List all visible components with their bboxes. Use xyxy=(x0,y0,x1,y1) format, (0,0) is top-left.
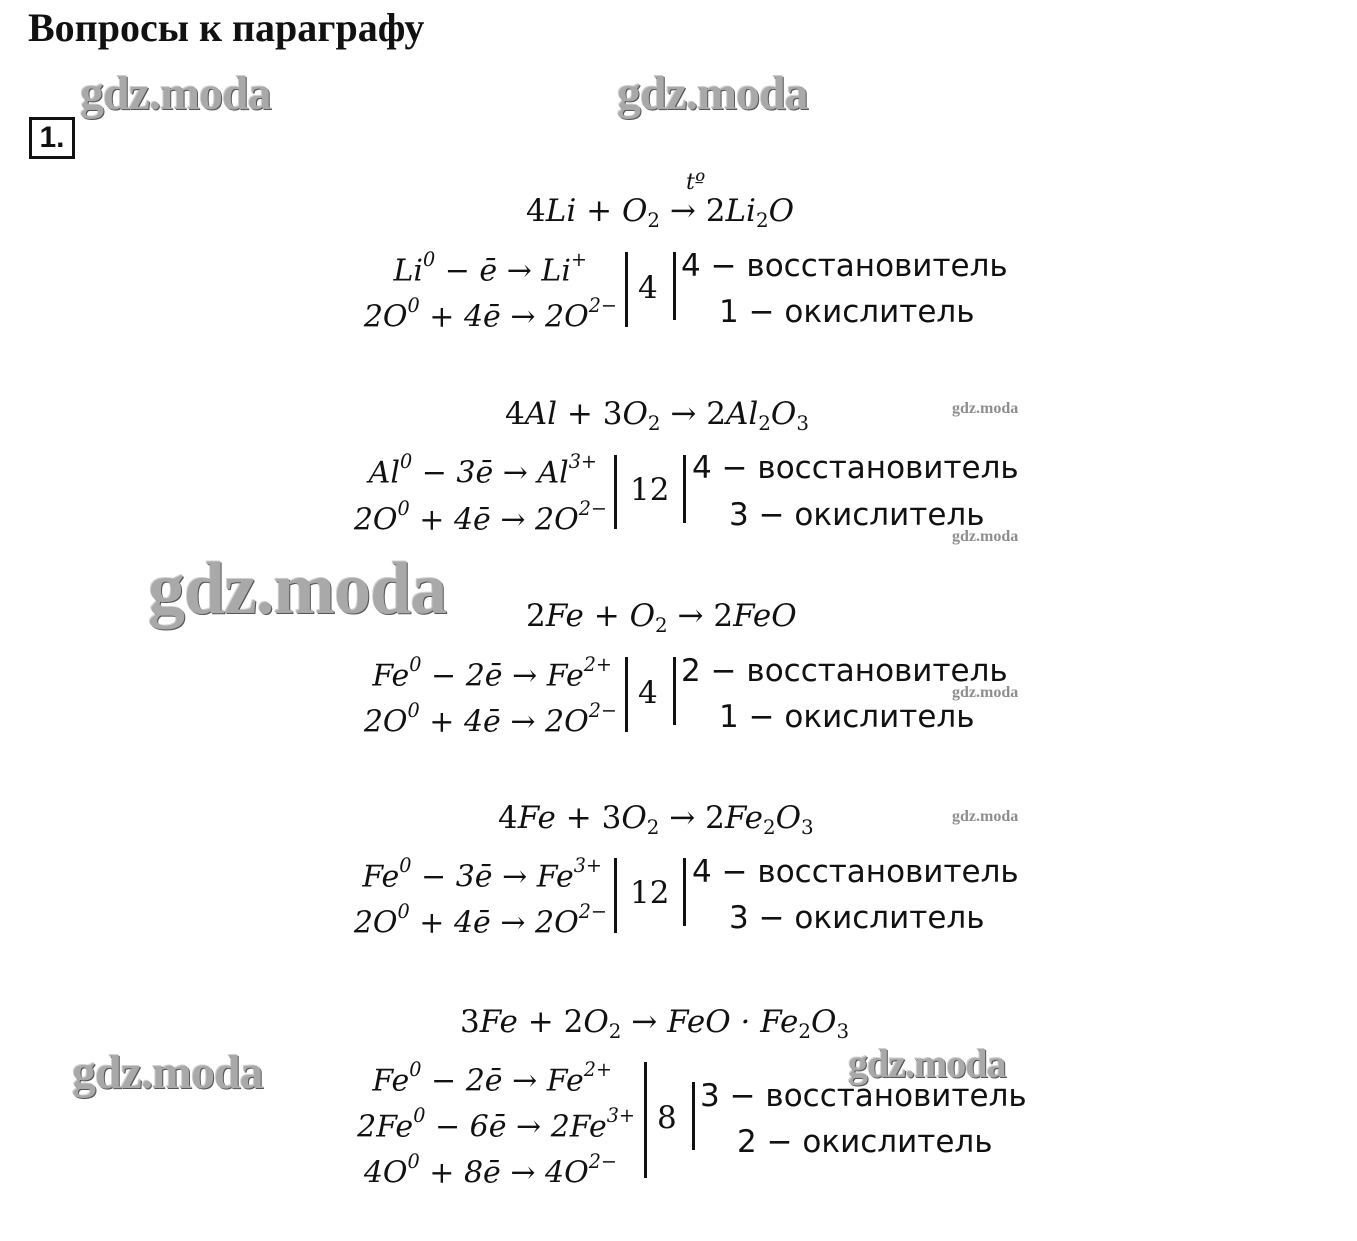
balance-bar xyxy=(614,858,617,933)
watermark: gdz.moda xyxy=(72,1046,263,1099)
balance-bar xyxy=(673,252,676,320)
balance-bar xyxy=(683,455,686,523)
lcm-value: 4 xyxy=(638,270,658,306)
reducer-label: 4 − восстановитель xyxy=(692,854,1019,890)
oxidizer-label: 3 − окислитель xyxy=(729,900,985,936)
reducer-label: 4 − восстановитель xyxy=(681,248,1008,284)
half-reaction: $2O^0$ + 4ē → $2O^{2-}$ xyxy=(363,294,617,335)
reaction-equation: $4Fe + 3O_2 \to 2Fe_2O_3$ xyxy=(498,800,814,839)
half-reaction: Li$^0$ − ē → Li+ xyxy=(393,248,587,289)
oxidizer-label: 1 − окислитель xyxy=(719,699,975,735)
watermark: gdz.moda xyxy=(148,548,447,630)
half-reaction: Al$^0$ − 3ē → $Al^{3+}$ xyxy=(368,450,597,491)
reaction-equation: $4Al + 3O_2 \to 2Al_2O_3$ xyxy=(505,396,809,435)
balance-bar xyxy=(614,455,617,529)
oxidizer-label: 3 − окислитель xyxy=(729,497,985,533)
lcm-value: 8 xyxy=(657,1100,677,1136)
watermark: gdz.moda xyxy=(952,400,1019,417)
balance-bar xyxy=(673,657,676,725)
lcm-value: 12 xyxy=(630,875,670,911)
half-reaction: 2Fe$^0$ − 6ē → $2Fe^{3+}$ xyxy=(357,1104,635,1145)
watermark: gdz.moda xyxy=(848,1041,1006,1086)
page-heading: Вопросы к параграфу xyxy=(28,5,425,50)
reducer-label: 3 − восстановитель xyxy=(700,1078,1027,1114)
question-number: 1. xyxy=(29,117,75,159)
oxidizer-label: 1 − окислитель xyxy=(719,294,975,330)
oxidizer-label: 2 − окислитель xyxy=(737,1124,993,1160)
reaction-equation: $4Li + O_2 \to 2Li_2O$ xyxy=(526,193,794,232)
half-reaction: Fe$^0$ − 2ē → $Fe^{2+}$ xyxy=(372,653,612,694)
lcm-value: 12 xyxy=(630,472,670,508)
watermark: gdz.moda xyxy=(952,684,1019,701)
lcm-value: 4 xyxy=(638,675,658,711)
half-reaction: $2O^0$ + 4ē → $2O^{2-}$ xyxy=(363,699,617,740)
balance-bar xyxy=(625,252,628,327)
half-reaction: $4O^0$ + 8ē → $4O^{2-}$ xyxy=(363,1150,617,1191)
half-reaction: $2O^0$ + 4ē → $2O^{2-}$ xyxy=(353,900,607,941)
half-reaction: Fe$^0$ − 2ē → $Fe^{2+}$ xyxy=(372,1058,612,1099)
watermark: gdz.moda xyxy=(952,528,1019,545)
watermark: gdz.moda xyxy=(80,67,271,120)
balance-bar xyxy=(644,1062,647,1178)
balance-bar xyxy=(625,657,628,732)
reducer-label: 4 − восстановитель xyxy=(692,450,1019,486)
balance-bar xyxy=(692,1082,695,1150)
half-reaction: Fe$^0$ − 3ē → $Fe^{3+}$ xyxy=(362,854,602,895)
temperature-label: tº xyxy=(686,170,706,195)
half-reaction: $2O^0$ + 4ē → $2O^{2-}$ xyxy=(353,497,607,538)
reaction-equation: $3Fe + 2O_2$ → FeO · $Fe_2O_3$ xyxy=(460,1004,850,1043)
balance-bar xyxy=(683,858,686,926)
reducer-label: 2 − восстановитель xyxy=(681,653,1008,689)
watermark: gdz.moda xyxy=(952,808,1019,825)
reaction-equation: $2Fe + O_2 \to 2FeO$ xyxy=(526,598,797,637)
watermark: gdz.moda xyxy=(617,67,808,120)
